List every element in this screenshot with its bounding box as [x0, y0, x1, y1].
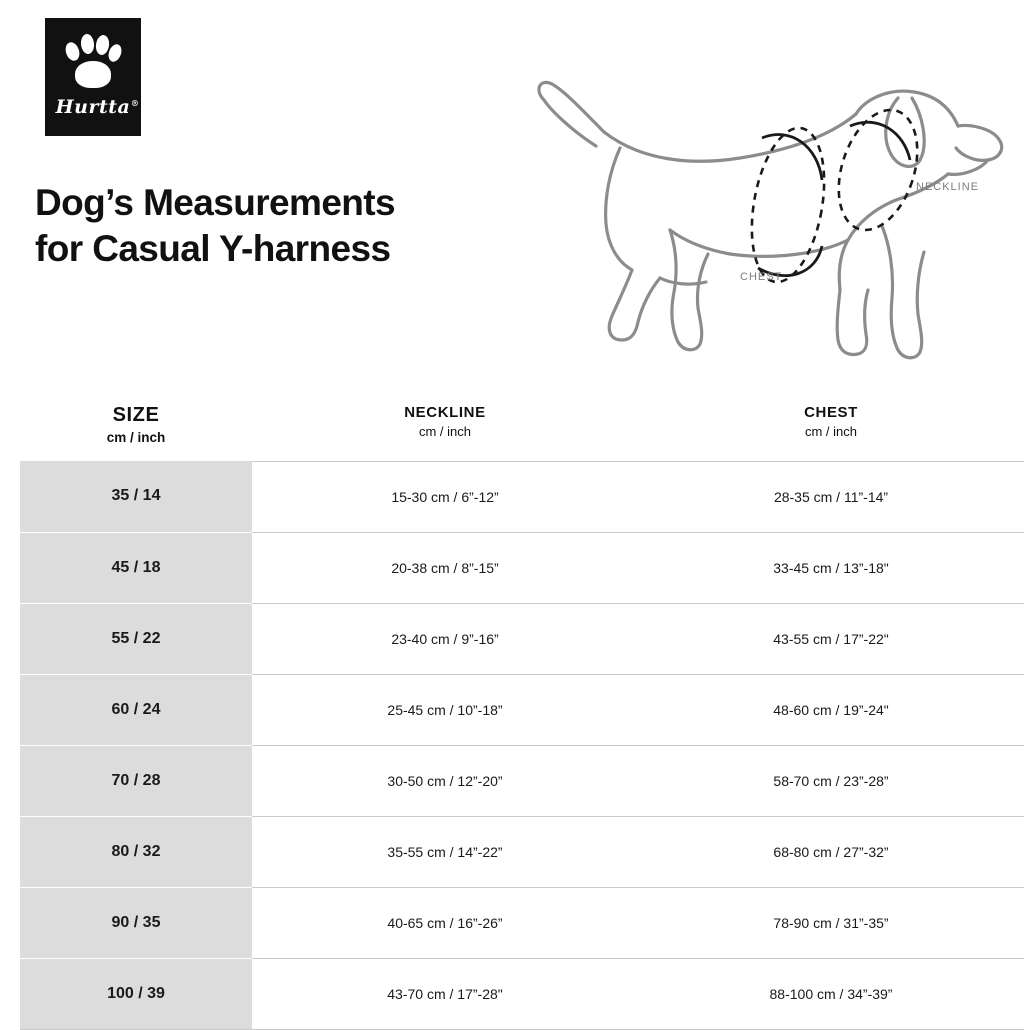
column-header-neckline-sub: cm / inch — [418, 424, 471, 439]
table-row — [20, 532, 1024, 603]
cell-size: 35 / 14 — [20, 461, 252, 532]
column-header-size — [20, 390, 252, 461]
column-header-size-sub: cm / inch — [106, 430, 166, 445]
brand-wordmark — [55, 96, 140, 118]
cell-neckline: 40-65 cm / 16”-26” — [252, 887, 638, 958]
column-header-chest-main: CHEST — [804, 404, 858, 421]
cell-size: 90 / 35 — [20, 887, 252, 958]
dog-outline-icon — [500, 40, 1024, 385]
cell-size: 70 / 28 — [20, 745, 252, 816]
cell-neckline: 25-45 cm / 10”-18” — [252, 674, 638, 745]
table-row — [20, 461, 1024, 532]
table-row — [20, 887, 1024, 958]
cell-neckline: 30-50 cm / 12”-20” — [252, 745, 638, 816]
paw-icon — [64, 32, 122, 90]
table-row — [20, 958, 1024, 1029]
table-row — [20, 816, 1024, 887]
cell-chest: 43-55 cm / 17”-22" — [638, 603, 1024, 674]
cell-chest: 58-70 cm / 23”-28” — [638, 745, 1024, 816]
column-header-neckline — [252, 390, 638, 461]
cell-chest: 78-90 cm / 31”-35” — [638, 887, 1024, 958]
header — [0, 0, 1024, 390]
brand-wordmark-text: Hurtta — [55, 96, 131, 118]
brand-logo — [45, 18, 141, 136]
cell-neckline: 15-30 cm / 6”-12” — [252, 461, 638, 532]
cell-neckline: 43-70 cm / 17”-28" — [252, 958, 638, 1029]
cell-size: 60 / 24 — [20, 674, 252, 745]
size-chart-table — [20, 390, 1024, 1030]
column-header-neckline-main: NECKLINE — [404, 404, 486, 421]
table-row — [20, 603, 1024, 674]
cell-chest: 48-60 cm / 19”-24" — [638, 674, 1024, 745]
page-title-line1: Dog’s Measurements — [35, 182, 395, 223]
column-header-chest — [638, 390, 1024, 461]
cell-size: 55 / 22 — [20, 603, 252, 674]
trademark-symbol: ® — [130, 98, 140, 108]
dog-diagram — [500, 40, 1024, 385]
table-header — [20, 390, 1024, 461]
table-row — [20, 745, 1024, 816]
column-header-size-main: SIZE — [112, 404, 160, 426]
cell-chest: 33-45 cm / 13”-18" — [638, 532, 1024, 603]
cell-size: 45 / 18 — [20, 532, 252, 603]
neckline-label: NECKLINE — [916, 181, 980, 193]
table-header-row — [20, 390, 1024, 461]
table-body — [20, 461, 1024, 1029]
cell-size: 100 / 39 — [20, 958, 252, 1029]
cell-chest: 68-80 cm / 27”-32” — [638, 816, 1024, 887]
cell-chest: 88-100 cm / 34”-39” — [638, 958, 1024, 1029]
page-title-line2: for Casual Y-harness — [35, 228, 391, 270]
column-header-chest-sub: cm / inch — [804, 424, 857, 439]
cell-neckline: 35-55 cm / 14”-22” — [252, 816, 638, 887]
cell-neckline: 23-40 cm / 9”-16” — [252, 603, 638, 674]
cell-chest: 28-35 cm / 11”-14” — [638, 461, 1024, 532]
page-title — [35, 180, 395, 273]
cell-size: 80 / 32 — [20, 816, 252, 887]
cell-neckline: 20-38 cm / 8”-15” — [252, 532, 638, 603]
table-row — [20, 674, 1024, 745]
size-table-container — [0, 390, 1024, 1030]
chest-label: CHEST — [740, 271, 783, 283]
